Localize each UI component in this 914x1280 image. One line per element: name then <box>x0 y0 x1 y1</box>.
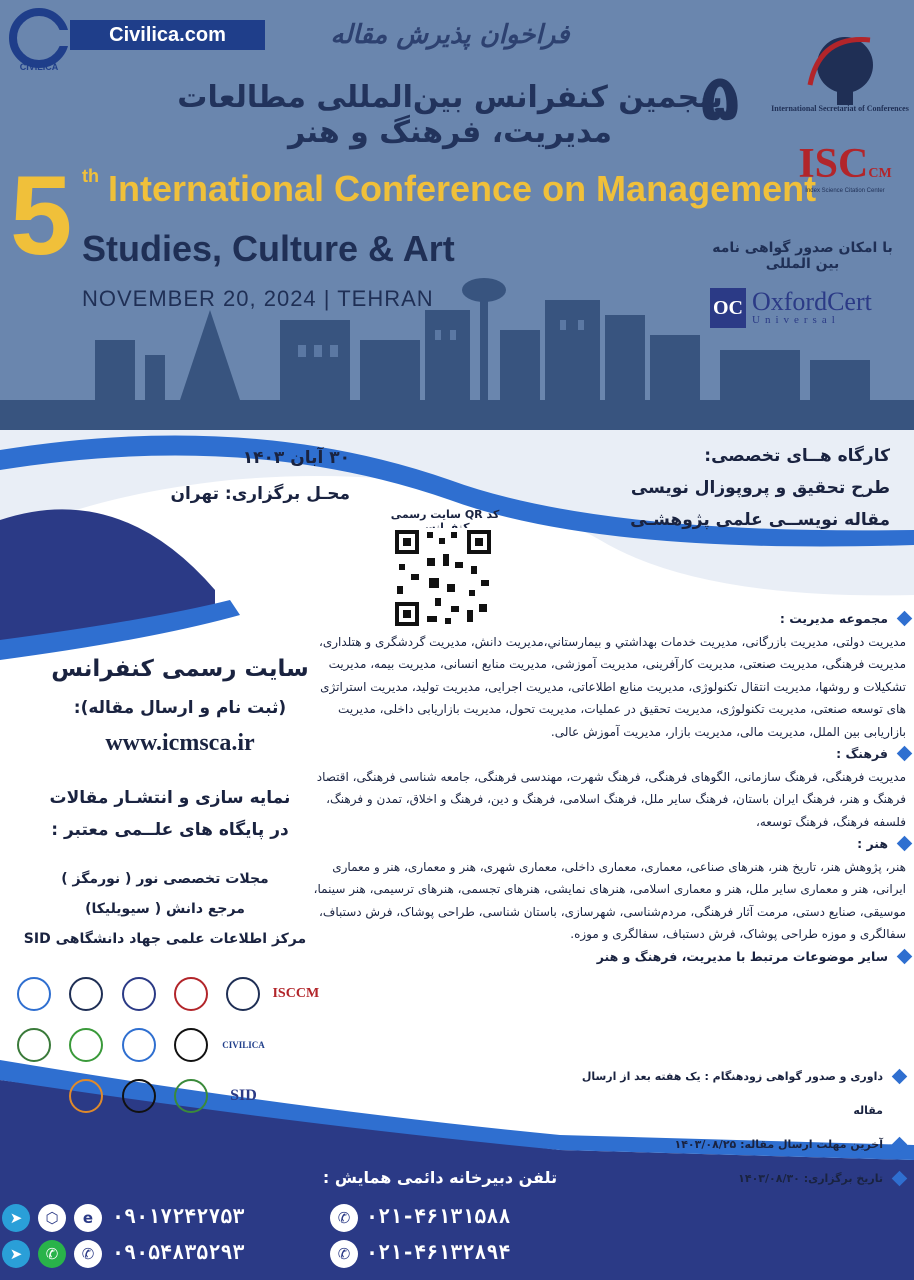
date-item: تاریخ برگزاری: ۱۴۰۳/۰۸/۳۰ <box>560 1162 905 1196</box>
topic-group <box>310 743 910 833</box>
oxfordcert-sub: Universal <box>752 314 840 326</box>
partner-logo <box>62 970 110 1017</box>
call-for-papers: فراخوان پذیرش مقاله <box>330 20 570 50</box>
iscm-text: ISC <box>798 141 869 187</box>
topic-body: هنر، پژوهش هنر، تاریخ هنر، هنرهای صناعی، معماری، معماری داخلی، معماری شهری، هنر و معماری، هنر و معماری ایرانی، هنر و معماری سایر ملل، هنر و معماری اسلامی، هنرهای نمایشی، هنرهای تجسمی، هنرهای ترسیمی، هنر سینما، موسیقی، صنایع دستی، مرمت آثار فرهنگی، مردم‌شناسی، شهرسازی، باستان شناسی، طراحی پوشاک، فرش دستباف، سفالگری و موزه طراحی پوشاک، فرش دستباف، سفالگری و موزه. <box>313 859 906 941</box>
important-dates <box>560 1060 905 1196</box>
partner-logo <box>219 970 267 1017</box>
database-item: مرجع دانش ( سیویلیکا) <box>85 901 245 917</box>
conference-date-fa-section <box>150 440 350 512</box>
conference-topics <box>310 608 910 968</box>
civilica-partner-label: CIVILICA <box>222 1039 265 1050</box>
phone-landline-2[interactable]: ۰۲۱-۴۶۱۳۲۸۹۴ <box>366 1240 511 1264</box>
messenger-e-icon[interactable]: e <box>74 1204 102 1232</box>
phone-landline-1[interactable]: ۰۲۱-۴۶۱۳۱۵۸۸ <box>366 1204 511 1228</box>
official-site-title: سایت رسمی کنفرانس <box>51 656 309 682</box>
conference-title-en-line1: International Conference on Management <box>108 168 817 209</box>
official-site-url[interactable]: www.icmsca.ir <box>105 730 255 756</box>
topic-group <box>310 608 910 743</box>
topic-body: مدیریت دولتی، مدیریت بازرگانی، مدیریت خدمات بهداشتي و بيمارستاني،مديريت دانش، مدیریت گردشگری و هتلداری، مدیریت فرهنگی، مدیریت صنعتی، مدیریت کارآفرینی، مدیریت آموزشی، مدیریت منابع انسانی، مدیریت بیمه، مدیریت تشکیلات و روشها، مدیریت انتقال تکنولوژی، مدیریت منابع اطلاعاتی، مدیریت اجرایی، مدیریت تولید، مدیریت استراتژی های توسعه صنعتی، مدیریت تکنولوژی، مدیریت تحقیق در عملیات، مدیریت تحول، مدیریت بازاریابی داخلی، مدیریت بازاریابی بین الملل، مدیریت مالی، مدیریت بازار، مدیریت آموزش عالی. <box>318 634 906 739</box>
phone-icon[interactable]: ✆ <box>330 1204 358 1232</box>
oxfordcert-name: OxfordCert <box>752 287 872 316</box>
phone-icon[interactable]: ✆ <box>330 1240 358 1268</box>
workshop-item: طرح تحقیق و پروپوزال نویسی <box>630 478 890 498</box>
partner-logo <box>62 1073 110 1120</box>
civilica-logo <box>6 8 72 70</box>
indexing-title <box>20 782 320 846</box>
partner-logo <box>272 1073 320 1120</box>
partner-logo <box>167 970 215 1017</box>
partner-logo <box>62 1021 110 1068</box>
workshops-title: کارگاه هــای تخصصی: <box>704 446 890 466</box>
partner-logos <box>10 970 320 1120</box>
civilica-partner-logo <box>219 1021 267 1068</box>
partner-logo <box>167 1073 215 1120</box>
telegram-icon[interactable]: ➤ <box>2 1204 30 1232</box>
telegram-icon[interactable]: ➤ <box>2 1240 30 1268</box>
phone-icon[interactable]: ✆ <box>74 1240 102 1268</box>
iscm-partner-logo <box>272 970 320 1017</box>
indexing-title-line: نمایه سازی و انتشـار مقالات <box>49 788 291 808</box>
conference-date-fa: ۳۰ آبان ۱۴۰۳ <box>242 448 350 468</box>
ordinal-suffix: th <box>82 166 99 186</box>
conference-banner <box>0 0 914 430</box>
iscm-subtitle: Index Science Citation Center <box>805 188 885 194</box>
iscm-logo <box>780 140 910 188</box>
topic-group <box>310 833 910 946</box>
isc-name: International Secretariat of Conferences <box>771 104 909 113</box>
iscm-partner-label: ISCCM <box>272 985 320 1001</box>
partner-logo <box>115 1073 163 1120</box>
whatsapp-icon[interactable]: ✆ <box>38 1240 66 1268</box>
topic-group <box>310 946 910 969</box>
database-item: مجلات تخصصی نور ( نورمگز ) <box>61 871 269 887</box>
eitaa-icon[interactable]: ⬡ <box>38 1204 66 1232</box>
date-item: آخرین مهلت ارسال مقاله: ۱۴۰۳/۰۸/۲۵ <box>560 1128 905 1162</box>
civilica-logo-text: CIVILICA <box>19 62 59 72</box>
isc-bulb-logo <box>790 25 890 115</box>
workshop-item: مقاله نویســی علمی پژوهشـی <box>630 510 890 530</box>
partner-logo <box>10 1073 58 1120</box>
partner-logo <box>10 970 58 1017</box>
conference-number-fa: ۵ <box>700 62 740 136</box>
database-item: مرکز اطلاعات علمی جهاد دانشگاهی SID <box>23 931 307 947</box>
certificate-note: با امکان صدور گواهی نامه بین المللی <box>712 240 893 272</box>
topic-body: مدیریت فرهنگی، فرهنگ سازمانی، الگوهای فرهنگی، فرهنگ شهرت، مهندسی فرهنگی، جامعه شناسی فرهنگی، اقتصاد فرهنگ و هنر، فرهنگ ایران باستان، فرهنگ سایر ملل، فرهنگ اسلامی، فرهنگ و دین، فرهنگ و اخلاق، تمدن و فرهنگ، فلسفه فرهنگ، فرهنگ توسعه، <box>316 769 906 829</box>
qr-label: کد QR سایت رسمی <box>390 508 500 521</box>
conference-number-en: 5 <box>10 153 73 278</box>
partner-logo <box>10 1021 58 1068</box>
phone-mobile-1[interactable]: ۰۹۰۱۷۲۴۲۷۵۳ <box>112 1204 245 1228</box>
conference-title-en-line2: Studies, Culture & Art <box>82 228 455 269</box>
topic-heading: هنر : <box>310 833 910 856</box>
topic-heading: سایر موضوعات مرتبط با مدیریت، فرهنگ و هنر <box>310 946 910 969</box>
tehran-skyline-illustration <box>0 250 914 430</box>
oxfordcert-logo <box>710 285 910 331</box>
indexing-databases <box>15 864 315 954</box>
workshops-section <box>600 440 890 536</box>
sid-partner-logo <box>219 1073 267 1120</box>
topic-heading: مجموعه مدیریت : <box>310 608 910 631</box>
oxfordcert-emblem: OC <box>710 288 746 328</box>
secretariat-phone-title: تلفن دبیرخانه دائمی همایش : <box>322 1168 558 1187</box>
official-site-subtitle: (ثبت نام و ارسال مقاله): <box>73 698 287 718</box>
phone-mobile-2[interactable]: ۰۹۰۵۴۸۳۵۲۹۳ <box>112 1240 245 1264</box>
civilica-brand: Civilica.com <box>109 23 226 46</box>
partner-logo <box>115 1021 163 1068</box>
topic-heading: فرهنگ : <box>310 743 910 766</box>
conference-venue: محـل برگزاری: تهران <box>170 484 350 504</box>
iscm-suffix: CM <box>868 166 892 181</box>
sid-partner-label: SID <box>230 1087 257 1105</box>
partner-logo <box>167 1021 215 1068</box>
indexing-title-line: در پایگاه های علــمی معتبر : <box>51 820 289 840</box>
conference-title-fa: پنجمین کنفرانس بین‌المللی مطالعات مدیریت، فرهنگ و هنر <box>177 80 723 150</box>
date-item: داوری و صدور گواهی زودهنگام : یک هفته بعد از ارسال مقاله <box>560 1060 905 1128</box>
conference-date-en: NOVEMBER 20, 2024 | TEHRAN <box>82 286 434 311</box>
partner-logo <box>272 1021 320 1068</box>
civilica-watermark[interactable] <box>70 20 265 50</box>
partner-logo <box>115 970 163 1017</box>
